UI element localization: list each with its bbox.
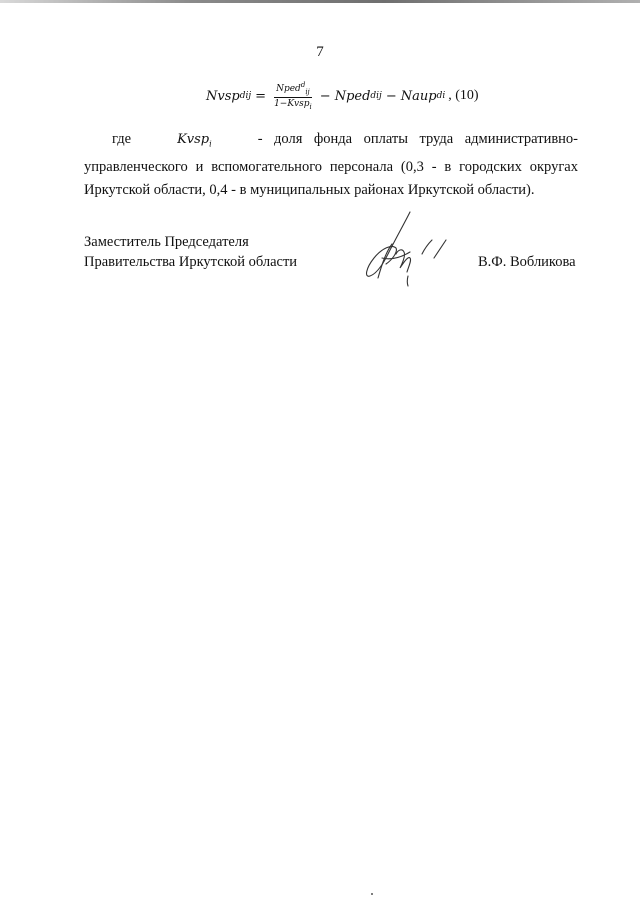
signer-title-line-1: Заместитель Председателя bbox=[84, 234, 249, 250]
paragraph-line-3: Иркутской области, 0,4 - в муниципальных районах Иркутской области). bbox=[84, 181, 535, 198]
formula-number: , (10) bbox=[448, 88, 479, 103]
fraction-denominator-sub: i bbox=[309, 102, 312, 111]
formula-term3-sub: i bbox=[442, 91, 446, 101]
symbol-kvsp-sub: i bbox=[209, 139, 212, 149]
formula-term3-var: Naup bbox=[400, 88, 437, 104]
formula-lhs-sup: d bbox=[239, 91, 246, 101]
handwritten-signature bbox=[352, 208, 462, 288]
scan-dot bbox=[371, 893, 373, 895]
formula-term2-var: Nped bbox=[334, 88, 371, 104]
signer-name: В.Ф. Вобликова bbox=[478, 254, 576, 270]
fraction-numerator-sup: d bbox=[300, 81, 306, 90]
fraction-denominator bbox=[274, 98, 312, 111]
formula-10 bbox=[206, 80, 479, 112]
signer-title-line-2: Правительства Иркутской области bbox=[84, 254, 298, 270]
paragraph-line-1 bbox=[84, 128, 578, 156]
fraction-denominator-text: 1−Kvsp bbox=[274, 99, 310, 109]
paragraph-line-2: управленческого и вспомогательного персонала (0,3 - в городских округах bbox=[84, 158, 578, 175]
scan-edge-line bbox=[0, 0, 640, 3]
symbol-kvsp-text: Kvsp bbox=[177, 132, 210, 147]
formula-term2-sup: d bbox=[370, 91, 377, 101]
definition-paragraph bbox=[84, 128, 578, 202]
fraction-numerator-sub: ij bbox=[305, 88, 310, 96]
formula-term2-sub: ij bbox=[376, 91, 382, 101]
signer-position bbox=[84, 232, 297, 272]
formula-lhs-sub: ij bbox=[245, 91, 252, 101]
fraction-numerator-var: Nped bbox=[276, 84, 301, 95]
paragraph-line-1-text: - доля фонда оплаты труда административно- bbox=[257, 131, 579, 147]
word-where: где bbox=[112, 131, 132, 147]
formula-lhs-var: Nvsp bbox=[206, 88, 240, 104]
symbol-kvsp bbox=[177, 132, 212, 147]
fraction-numerator bbox=[274, 81, 312, 98]
page-number: 7 bbox=[316, 44, 324, 60]
formula-minus-2: − bbox=[385, 88, 397, 104]
formula-minus-1: − bbox=[319, 88, 331, 104]
formula-fraction bbox=[274, 81, 312, 111]
formula-term3-sup: d bbox=[436, 91, 443, 101]
formula-equals: = bbox=[255, 88, 267, 104]
